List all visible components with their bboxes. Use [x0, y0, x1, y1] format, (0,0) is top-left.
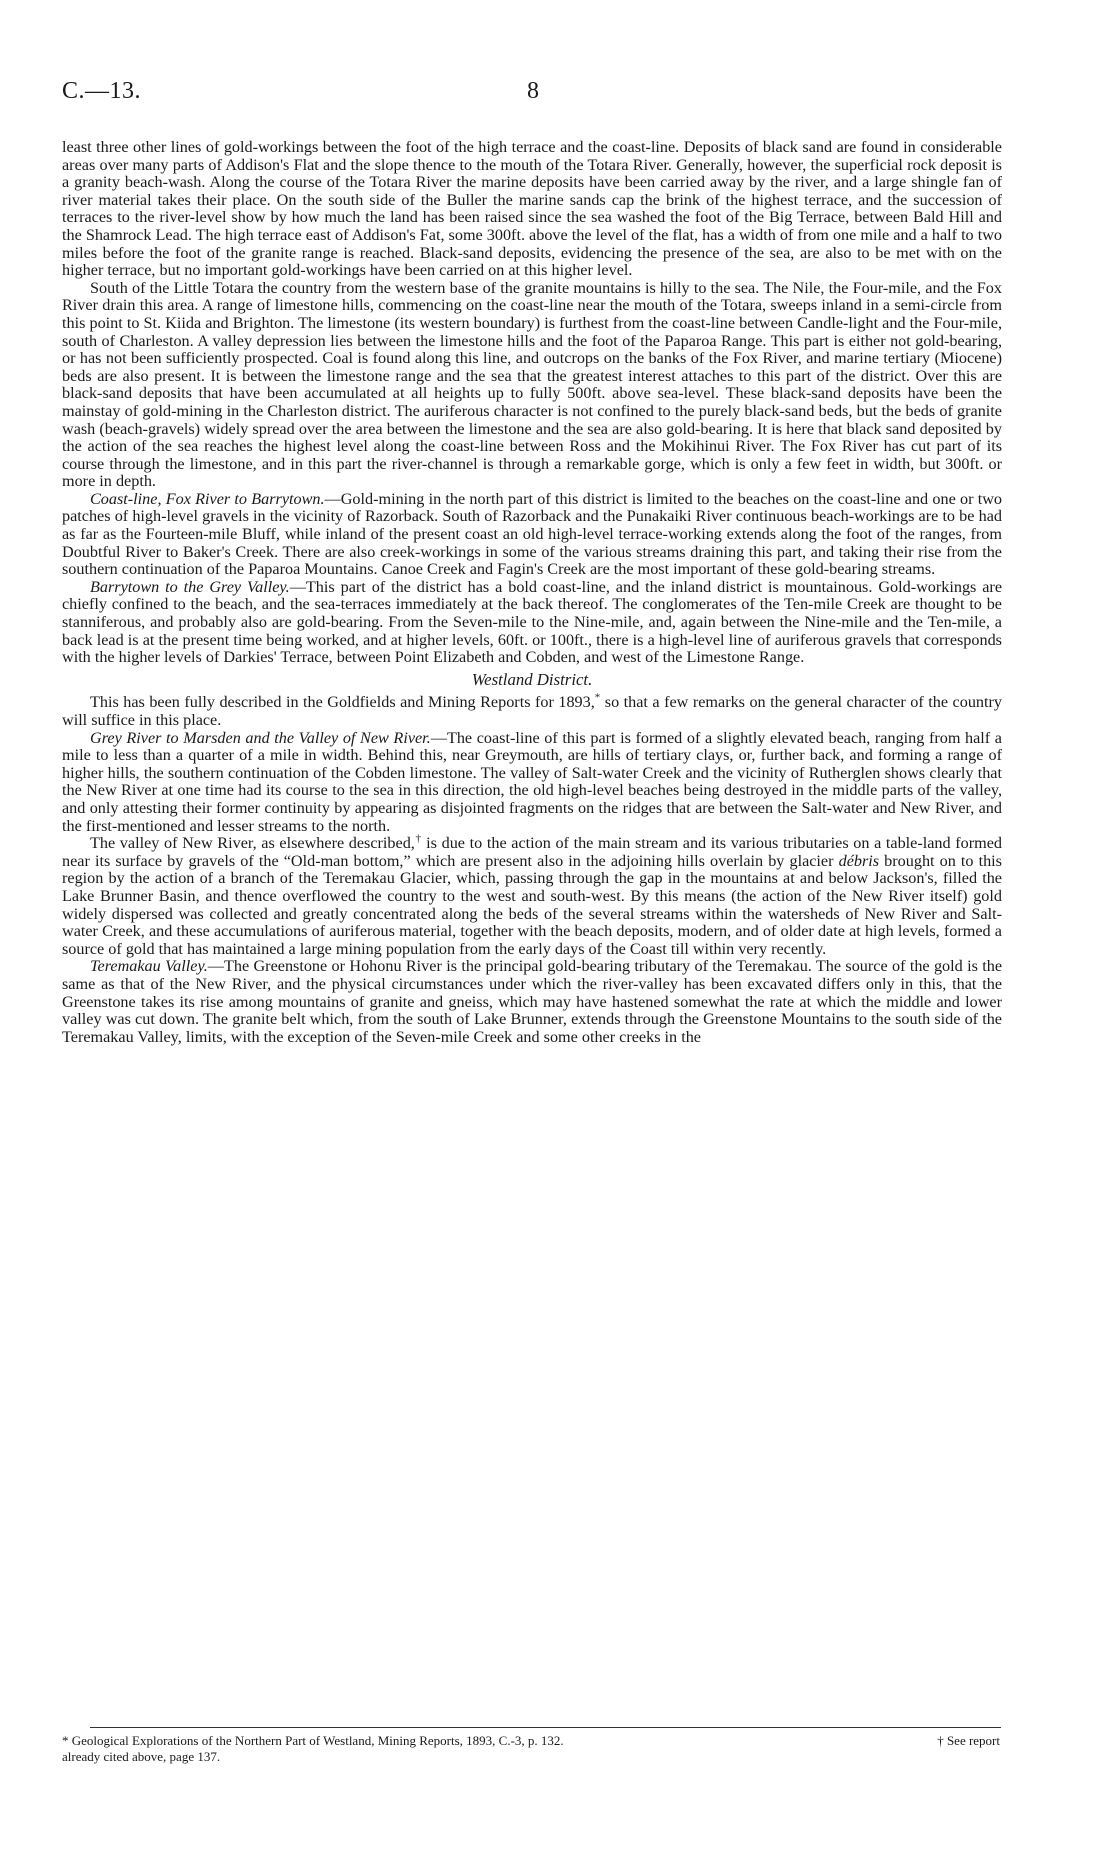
paragraph [62, 579, 1002, 667]
paragraph-text: —The Greenstone or Hohonu River is the principal gold-bearing tributary of the Teremakau. The source of the gold is the same as that of the New River, and the physical circumstances under which the river-valley has been excavated differs only in this, that the Greenstone takes its rise among mountains of granite and gneiss, which may have hastened somewhat the rate at which the middle and lower valley was cut down. The granite belt which, from the south of Lake Brunner, extends through the Greenstone Mountains to the south side of the Teremakau Valley, limits, with the exception of the Seven-mile Creek and some other creeks in the [62, 957, 1002, 1046]
footnote-marker: * [594, 692, 601, 705]
footnote-text: * Geological Explorations of the Northern Part of Westland, Mining Reports, 1893, C.-3, p. 132. [62, 1733, 564, 1748]
section-heading: Westland District. [471, 669, 593, 689]
footnote-text: already cited above, page 137. [62, 1749, 221, 1764]
document-reference: C.—13. [62, 78, 142, 104]
paragraph-text: brought on to this region by the action of a branch of the Teremakau Glacier, which, passing through the gap in the mountains at and below Jackson's, filled the Lake Brunner Basin, and thence overflowed the country to the west and south-west. By this means (the action of the New River itself) gold widely dispersed was collected and greatly concentrated along the beds of the several streams within the watersheds of New River and Salt-water Creek, and these accumulations of auriferous material, together with the beach deposits, modern, and of older date at high levels, formed a source of gold that has maintained a large mining population from the early days of the Coast till within very recently. [62, 851, 1002, 958]
italic-term: débris [838, 851, 880, 870]
paragraph: least three other lines of gold-workings between the foot of the high terrace and the coast-line. Deposits of black sand are found in considerable areas over many parts of Addison's Flat and the slope thence to the mouth of the Totara River. Generally, however, the superficial rock deposit is a granity beach-wash. Along the course of the Totara River the marine deposits have been carried away by the river, and a large shingle fan of river material takes their place. On the south side of the Buller the marine sands cap the brink of the highest terrace, and the succession of terraces to the river-level show by how much the land has been raised since the sea washed the foot of the Big Terrace, between Bald Hill and the Shamrock Lead. The high terrace east of Addison's Fat, some 300ft. above the level of the flat, has a width of from one mile and a half to two miles before the foot of the granite range is reached. Black-sand deposits, evidencing the presence of the sea, are also to be met with on the higher terrace, but no important gold-workings have been carried on at this higher level. [62, 138, 1002, 280]
paragraph [62, 958, 1002, 1046]
paragraph [62, 832, 1003, 958]
footnotes [62, 1733, 1002, 1765]
page-header [62, 78, 1002, 114]
body-text [62, 139, 1002, 1046]
paragraph-text: This has been fully described in the Goldfields and Mining Reports for 1893, [90, 693, 595, 712]
paragraph-text: —This part of the district has a bold coast-line, and the inland district is mountainous. Gold-workings are chiefly confined to the beach, and the sea-terraces immediately at the back thereof. The conglomerates of the Ten-mile Creek are thought to be stanniferous, and probably also are gold-bearing. From the Seven-mile to the Nine-mile, and, again between the Nine-mile and the Ten-mile, a back lead is at the present time being worked, and at higher levels, 60ft. or 100ft., there is a high-level line of auriferous gravels that corresponds with the higher levels of Darkies' Terrace, between Point Elizabeth and Cobden, and west of the Limestone Range. [62, 577, 1003, 667]
paragraph [62, 491, 1002, 579]
paragraph-lead: Grey River to Marsden and the Valley of New River. [90, 728, 431, 747]
footnote-row [62, 1749, 1002, 1765]
page-number: 8 [527, 78, 539, 104]
paragraph-lead: Barrytown to the Grey Valley. [90, 577, 290, 596]
paragraph-text: The valley of New River, as elsewhere described, [90, 834, 415, 853]
footnote-text: † See report [937, 1733, 1000, 1748]
footnote-row [62, 1733, 1002, 1749]
paragraph-lead: Coast-line, Fox River to Barrytown. [90, 489, 325, 508]
footnote-divider [90, 1727, 1001, 1728]
paragraph-text: —The coast-line of this part is formed of a slightly elevated beach, ranging from half a mile to less than a quarter of a mile in width. Behind this, near Greymouth, are hills of tertiary clays, or, further back, and forming a range of higher hills, the southern continuation of the Cobden limestone. The valley of Salt-water Creek and the vicinity of Rutherglen shows clearly that the New River at one time had its course to the sea in this direction, the old high-level beaches being destroyed in the middle parts of the valley, and only attesting their former continuity by appearing as disjointed fragments on the ridges that are between the Salt-water and New River, and the first-mentioned and lesser streams to the north. [62, 728, 1002, 835]
paragraph-text: —Gold-mining in the north part of this district is limited to the beaches on the coast-line and one or two patches of high-level gravels in the vicinity of Razorback. South of Razorback and the Punakaiki River continuous beach-workings are to be had as far as the Fourteen-mile Bluff, while inland of the present coast an old high-level terrace-working extends along the foot of the ranges, from Doubtful River to Baker's Creek. There are also creek-workings in some of the various streams draining this part, and taking their rise from the southern continuation of the Paparoa Mountains. Canoe Creek and Fagin's Creek are the most important of these gold-bearing streams. [62, 489, 1002, 579]
paragraph [62, 694, 1002, 729]
paragraph-lead: Teremakau Valley. [90, 957, 208, 976]
footnote-marker: † [414, 832, 422, 845]
paragraph-text: so that a few remarks on the general character of the country will suffice in this place. [62, 693, 1002, 729]
paragraph: South of the Little Totara the country from the western base of the granite mountains is hilly to the sea. The Nile, the Four-mile, and the Fox River drain this area. A range of limestone hills, commencing on the coast-line near the mouth of the Totara, sweeps inland in a semi-circle from this point to St. Kiida and Brighton. The limestone (its western boundary) is furthest from the coast-line between Candle-light and the Four-mile, south of Charleston. A valley depression lies between the limestone hills and the foot of the Paparoa Range. This part is either not gold-bearing, or has not been sufficiently prospected. Coal is found along this line, and outcrops on the banks of the Fox River, and marine tertiary (Miocene) beds are also present. It is between the limestone range and the sea that the greatest interest attaches to this part of the district. Over this are black-sand deposits that have been accumulated at all heights up to fully 500ft. above sea-level. These black-sand deposits have been the mainstay of gold-mining in the Charleston district. The auriferous character is not confined to the purely black-sand beds, but the beds of granite wash (beach-gravels) widely spread over the area between the limestone and the sea are also gold-bearing. It is here that black sand deposited by the action of the sea reaches the highest level along the coast-line between Ross and the Mokihinui River. The Fox River has cut part of its course through the limestone, and in this part the river-channel is through a remarkable gorge, which is only a few feet in width, but 300ft. or more in depth. [62, 278, 1002, 491]
paragraph [62, 730, 1002, 836]
paragraph-text: is due to the action of the main stream and its various tributaries on a table-land formed near its surface by gravels of the “Old-man bottom,” which are present also in the adjoining hills overlain by glacier [62, 834, 1003, 870]
